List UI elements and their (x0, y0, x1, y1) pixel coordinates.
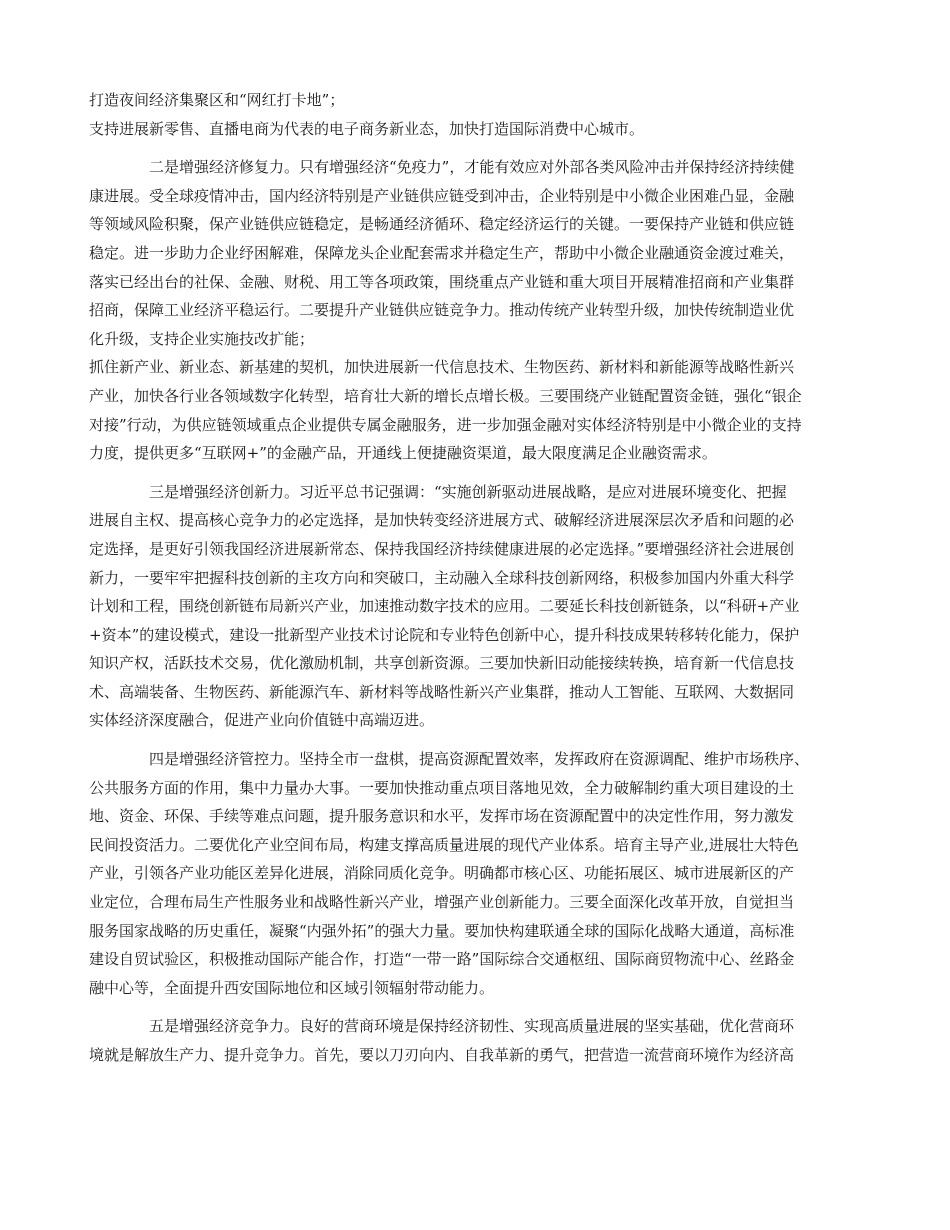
text-line: 计划和工程，围绕创新链布局新兴产业，加速推动数字技术的应用。二要延长科技创新链条，以“科研+产业 (89, 597, 800, 616)
text-line: 抓住新产业、新业态、新基建的契机，加快进展新一代信息技术、生物医药、新材料和新能源等战略性新兴 (89, 358, 795, 377)
text-line: 业定位，合理布局生产性服务业和战略性新兴产业，增强产业创新能力。三要全面深化改革开放，自觉担当 (89, 893, 795, 912)
text-line: 对接”行动，为供应链领域重点企业提供专属金融服务，进一步加强金融对实体经济特别是中小微企业的支持 (89, 415, 802, 434)
text-line: 康进展。受全球疫情冲击，国内经济特别是产业链供应链受到冲击，企业特别是中小微企业困难凸显，金融 (89, 186, 795, 205)
text-line: 定选择，是更好引领我国经济进展新常态、保持我国经济持续健康进展的必定选择。”要增强经济社会进展创 (89, 539, 795, 558)
text-line: 招商，保障工业经济平稳运行。二要提升产业链供应链竞争力。推动传统产业转型升级，加快传统制造业优 (89, 301, 795, 320)
paragraph-economic-innovation (89, 478, 861, 735)
text-line: 等领域风险积聚，保产业链供应链稳定，是畅通经济循环、稳定经济运行的关键。一要保持产业链和供应链 (89, 215, 795, 234)
text-line: 知识产权，活跃技术交易，优化激励机制，共享创新资源。三要加快新旧动能接续转换，培育新一代信息技 (89, 654, 795, 673)
intro-lines (89, 86, 861, 143)
text-line: 地、资金、环保、手续等难点问题，提升服务意识和水平，发挥市场在资源配置中的决定性作用，努力激发 (89, 807, 795, 826)
text-line: 融中心等，全面提升西安国际地位和区域引领辐射带动能力。 (89, 978, 495, 997)
text-line: 实体经济深度融合，促进产业向价值链中高端迈进。 (89, 711, 435, 730)
text-line: 民间投资活力。二要优化产业空间布局，构建支撑高质量进展的现代产业体系。培育主导产业,进展壮大特色 (89, 835, 799, 854)
text-line: 力度，提供更多“互联网+”的金融产品，开通线上便捷融资渠道，最大限度满足企业融资需求。 (89, 444, 717, 463)
text-line: 二是增强经济修复力。只有增强经济“免疫力”，才能有效应对外部各类风险冲击并保持经济持续健 (149, 158, 795, 177)
text-line: +资本”的建设模式，建设一批新型产业技术讨论院和专业特色创新中心，提升科技成果转移转化能力，保护 (89, 625, 800, 644)
text-line: 化升级，支持企业实施技改扩能； (89, 329, 315, 348)
paragraph-economic-competitiveness (89, 1012, 861, 1069)
text-line: 三是增强经济创新力。习近平总书记强调：“实施创新驱动进展战略，是应对进展环境变化、把握 (149, 482, 787, 501)
text-line: 五是增强经济竞争力。良好的营商环境是保持经济韧性、实现高质量进展的坚实基础，优化营商环 (149, 1017, 795, 1036)
text-line: 新力，一要牢牢把握科技创新的主攻方向和突破口，主动融入全球科技创新网络，积极参加国内外重大科学 (89, 568, 795, 587)
text-line: 产业，加快各行业各领域数字化转型，培育壮大新的增长点增长极。三要围绕产业链配置资金链，强化“银企 (89, 386, 802, 405)
text-line: 术、高端装备、生物医药、新能源汽车、新材料等战略性新兴产业集群，推动人工智能、互联网、大数据同 (89, 682, 795, 701)
paragraph-economic-control (89, 745, 861, 1002)
paragraph-economic-resilience (89, 153, 861, 468)
text-line: 打造夜间经济集聚区和“网红打卡地”； (89, 91, 345, 109)
text-line: 稳定。进一步助力企业纾困解难，保障龙头企业配套需求并稳定生产，帮助中小微企业融通资金渡过难关， (89, 243, 795, 262)
document-page (89, 86, 861, 1070)
text-line: 支持进展新零售、直播电商为代表的电子商务新业态，加快打造国际消费中心城市。 (89, 119, 645, 138)
text-line: 产业，引领各产业功能区差异化进展，消除同质化竞争。明确都市核心区、功能拓展区、城市进展新区的产 (89, 864, 795, 883)
text-line: 公共服务方面的作用，集中力量办大事。一要加快推动重点项目落地见效，全力破解制约重大项目建设的土 (89, 778, 795, 797)
text-line: 境就是解放生产力、提升竞争力。首先，要以刀刃向内、自我革新的勇气，把营造一流营商环境作为经济高 (89, 1046, 795, 1064)
text-line: 服务国家战略的历史重任，凝聚“内强外拓”的强大力量。要加快构建联通全球的国际化战略大通道，高标准 (89, 921, 795, 940)
text-line: 建设自贸试验区，积极推动国际产能合作，打造“一带一路”国际综合交通枢纽、国际商贸物流中心、丝路金 (89, 950, 795, 969)
text-line: 进展自主权、提高核心竞争力的必定选择，是加快转变经济进展方式、破解经济进展深层次矛盾和问题的必 (89, 511, 795, 530)
text-line: 四是增强经济管控力。坚持全市一盘棋，提高资源配置效率，发挥政府在资源调配、维护市场秩序、 (149, 750, 810, 769)
text-line: 落实已经出台的社保、金融、财税、用工等各项政策，围绕重点产业链和重大项目开展精准招商和产业集群 (89, 272, 795, 291)
